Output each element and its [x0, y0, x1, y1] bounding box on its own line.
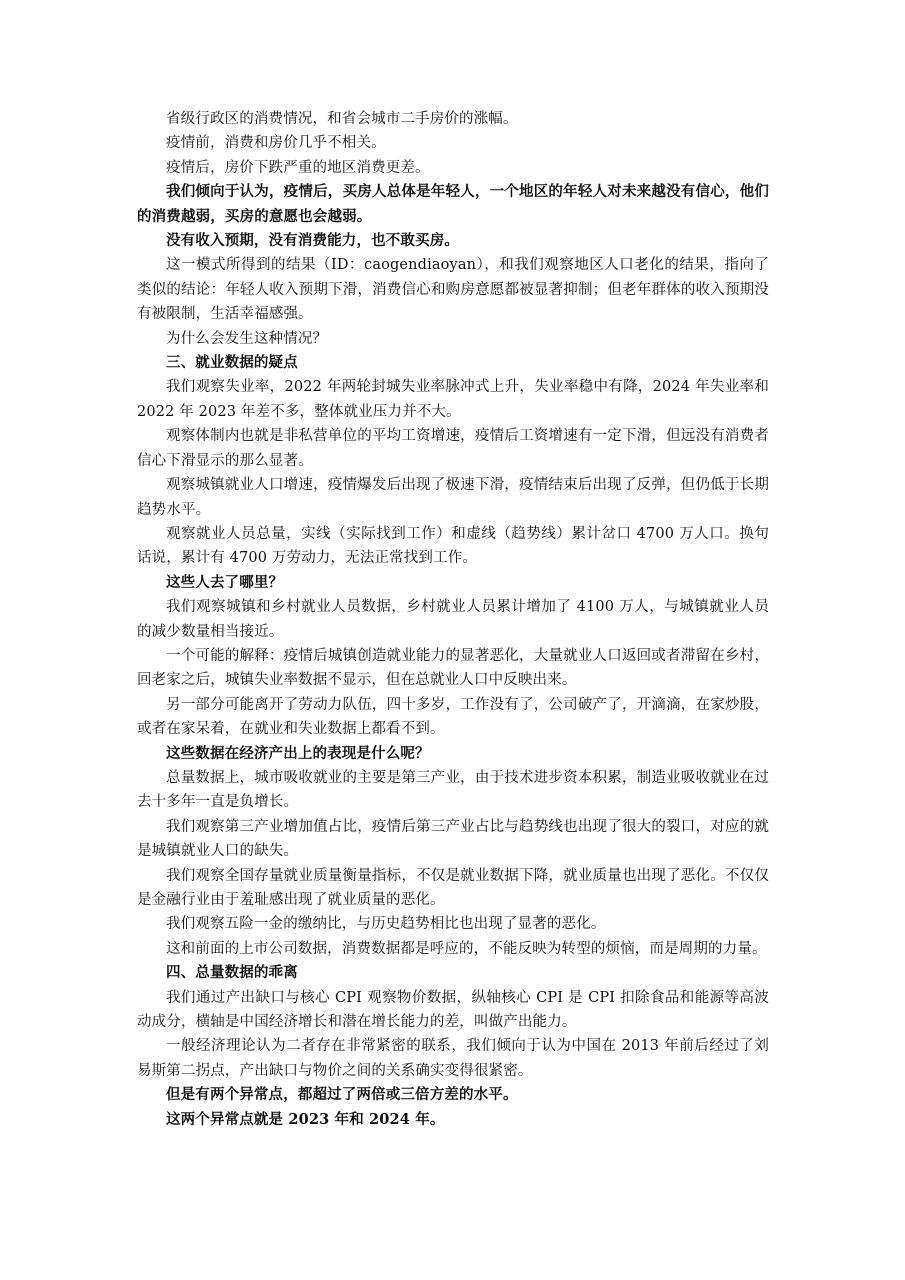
- paragraph-4: 这一模式所得到的结果（ID：caogendiaoyan），和我们观察地区人口老化的结果，指向了类似的结论：年轻人收入预期下滑，消费信心和购房意愿都被显著抑制；但老年群体的收入预期没有被限制，生活幸福感强。: [137, 257, 769, 323]
- paragraph-19: 一般经济理论认为二者存在非常紧密的联系，我们倾向于认为中国在 2013 年前后经过了刘易斯第二拐点，产出缺口与物价之间的关系确实变得很紧密。: [137, 1038, 769, 1079]
- document-body: [137, 107, 769, 1132]
- paragraph-13: 总量数据上，城市吸收就业的主要是第三产业，由于技术进步资本积累，制造业吸收就业在过去十多年一直是负增长。: [137, 769, 769, 811]
- paragraph-16: 我们观察五险一金的缴纳比，与历史趋势相比也出现了显著的恶化。: [166, 916, 606, 933]
- paragraph-6: 我们观察失业率，2022 年两轮封城失业率脉冲式上升，失业率稳中有降，2024 年失业率和 2022 年 2023 年差不多，整体就业压力并不大。: [137, 379, 769, 420]
- paragraph-18: 我们通过产出缺口与核心 CPI 观察物价数据，纵轴核心 CPI 是 CPI 扣除食品和能源等高波动成分，横轴是中国经济增长和潜在增长能力的差，叫做产出能力。: [137, 989, 769, 1031]
- paragraph-7: 观察体制内也就是非私营单位的平均工资增速，疫情后工资增速有一定下滑，但远没有消费者信心下滑显示的那么显著。: [137, 428, 769, 469]
- paragraph-5: 为什么会发生这种情况？: [166, 330, 328, 347]
- paragraph-3: 疫情后，房价下跌严重的地区消费更差。: [166, 159, 430, 176]
- paragraph-12: 另一部分可能离开了劳动力队伍，四十多岁，工作没有了，公司破产了，开滴滴，在家炒股，或者在家呆着，在就业和失业数据上都看不到。: [137, 696, 769, 738]
- section-heading-4: 四、总量数据的乖离: [166, 964, 298, 982]
- bold-paragraph-2: 没有收入预期，没有消费能力，也不敢买房。: [166, 232, 459, 250]
- paragraph-2: 疫情前，消费和房价几乎不相关。: [166, 135, 386, 152]
- bold-paragraph-6: 这两个异常点就是 2023 年和 2024 年。: [166, 1110, 445, 1128]
- bold-paragraph-5: 但是有两个异常点，都超过了两倍或三倍方差的水平。: [166, 1086, 518, 1104]
- paragraph-14: 我们观察第三产业增加值占比，疫情后第三产业占比与趋势线也出现了很大的裂口，对应的就是城镇就业人口的缺失。: [137, 818, 769, 860]
- paragraph-15: 我们观察全国存量就业质量衡量指标，不仅是就业数据下降，就业质量也出现了恶化。不仅仅是金融行业由于羞耻感出现了就业质量的恶化。: [137, 867, 769, 908]
- paragraph-17: 这和前面的上市公司数据，消费数据都是呼应的，不能反映为转型的烦恼，而是周期的力量。: [166, 940, 767, 957]
- bold-paragraph-4: 这些数据在经济产出上的表现是什么呢？: [166, 744, 430, 762]
- paragraph-9: 观察就业人员总量，实线（实际找到工作）和虚线（趋势线）累计岔口 4700 万人口。换句话说，累计有 4700 万劳动力，无法正常找到工作。: [137, 525, 769, 567]
- paragraph-8: 观察城镇就业人口增速，疫情爆发后出现了极速下滑，疫情结束后出现了反弹，但仍低于长期趋势水平。: [137, 477, 769, 518]
- bold-paragraph-3: 这些人去了哪里？: [166, 573, 284, 591]
- paragraph-11: 一个可能的解释：疫情后城镇创造就业能力的显著恶化，大量就业人口返回或者滞留在乡村，回老家之后，城镇失业率数据不显示，但在总就业人口中反映出来。: [137, 647, 769, 689]
- bold-paragraph-1: 我们倾向于认为，疫情后，买房人总体是年轻人，一个地区的年轻人对未来越没有信心，他们的消费越弱，买房的意愿也会越弱。: [137, 183, 769, 225]
- paragraph-1: 省级行政区的消费情况，和省会城市二手房价的涨幅。: [166, 111, 518, 127]
- paragraph-10: 我们观察城镇和乡村就业人员数据，乡村就业人员累计增加了 4100 万人，与城镇就业人员的减少数量相当接近。: [137, 599, 769, 640]
- section-heading-3: 三、就业数据的疑点: [166, 354, 298, 372]
